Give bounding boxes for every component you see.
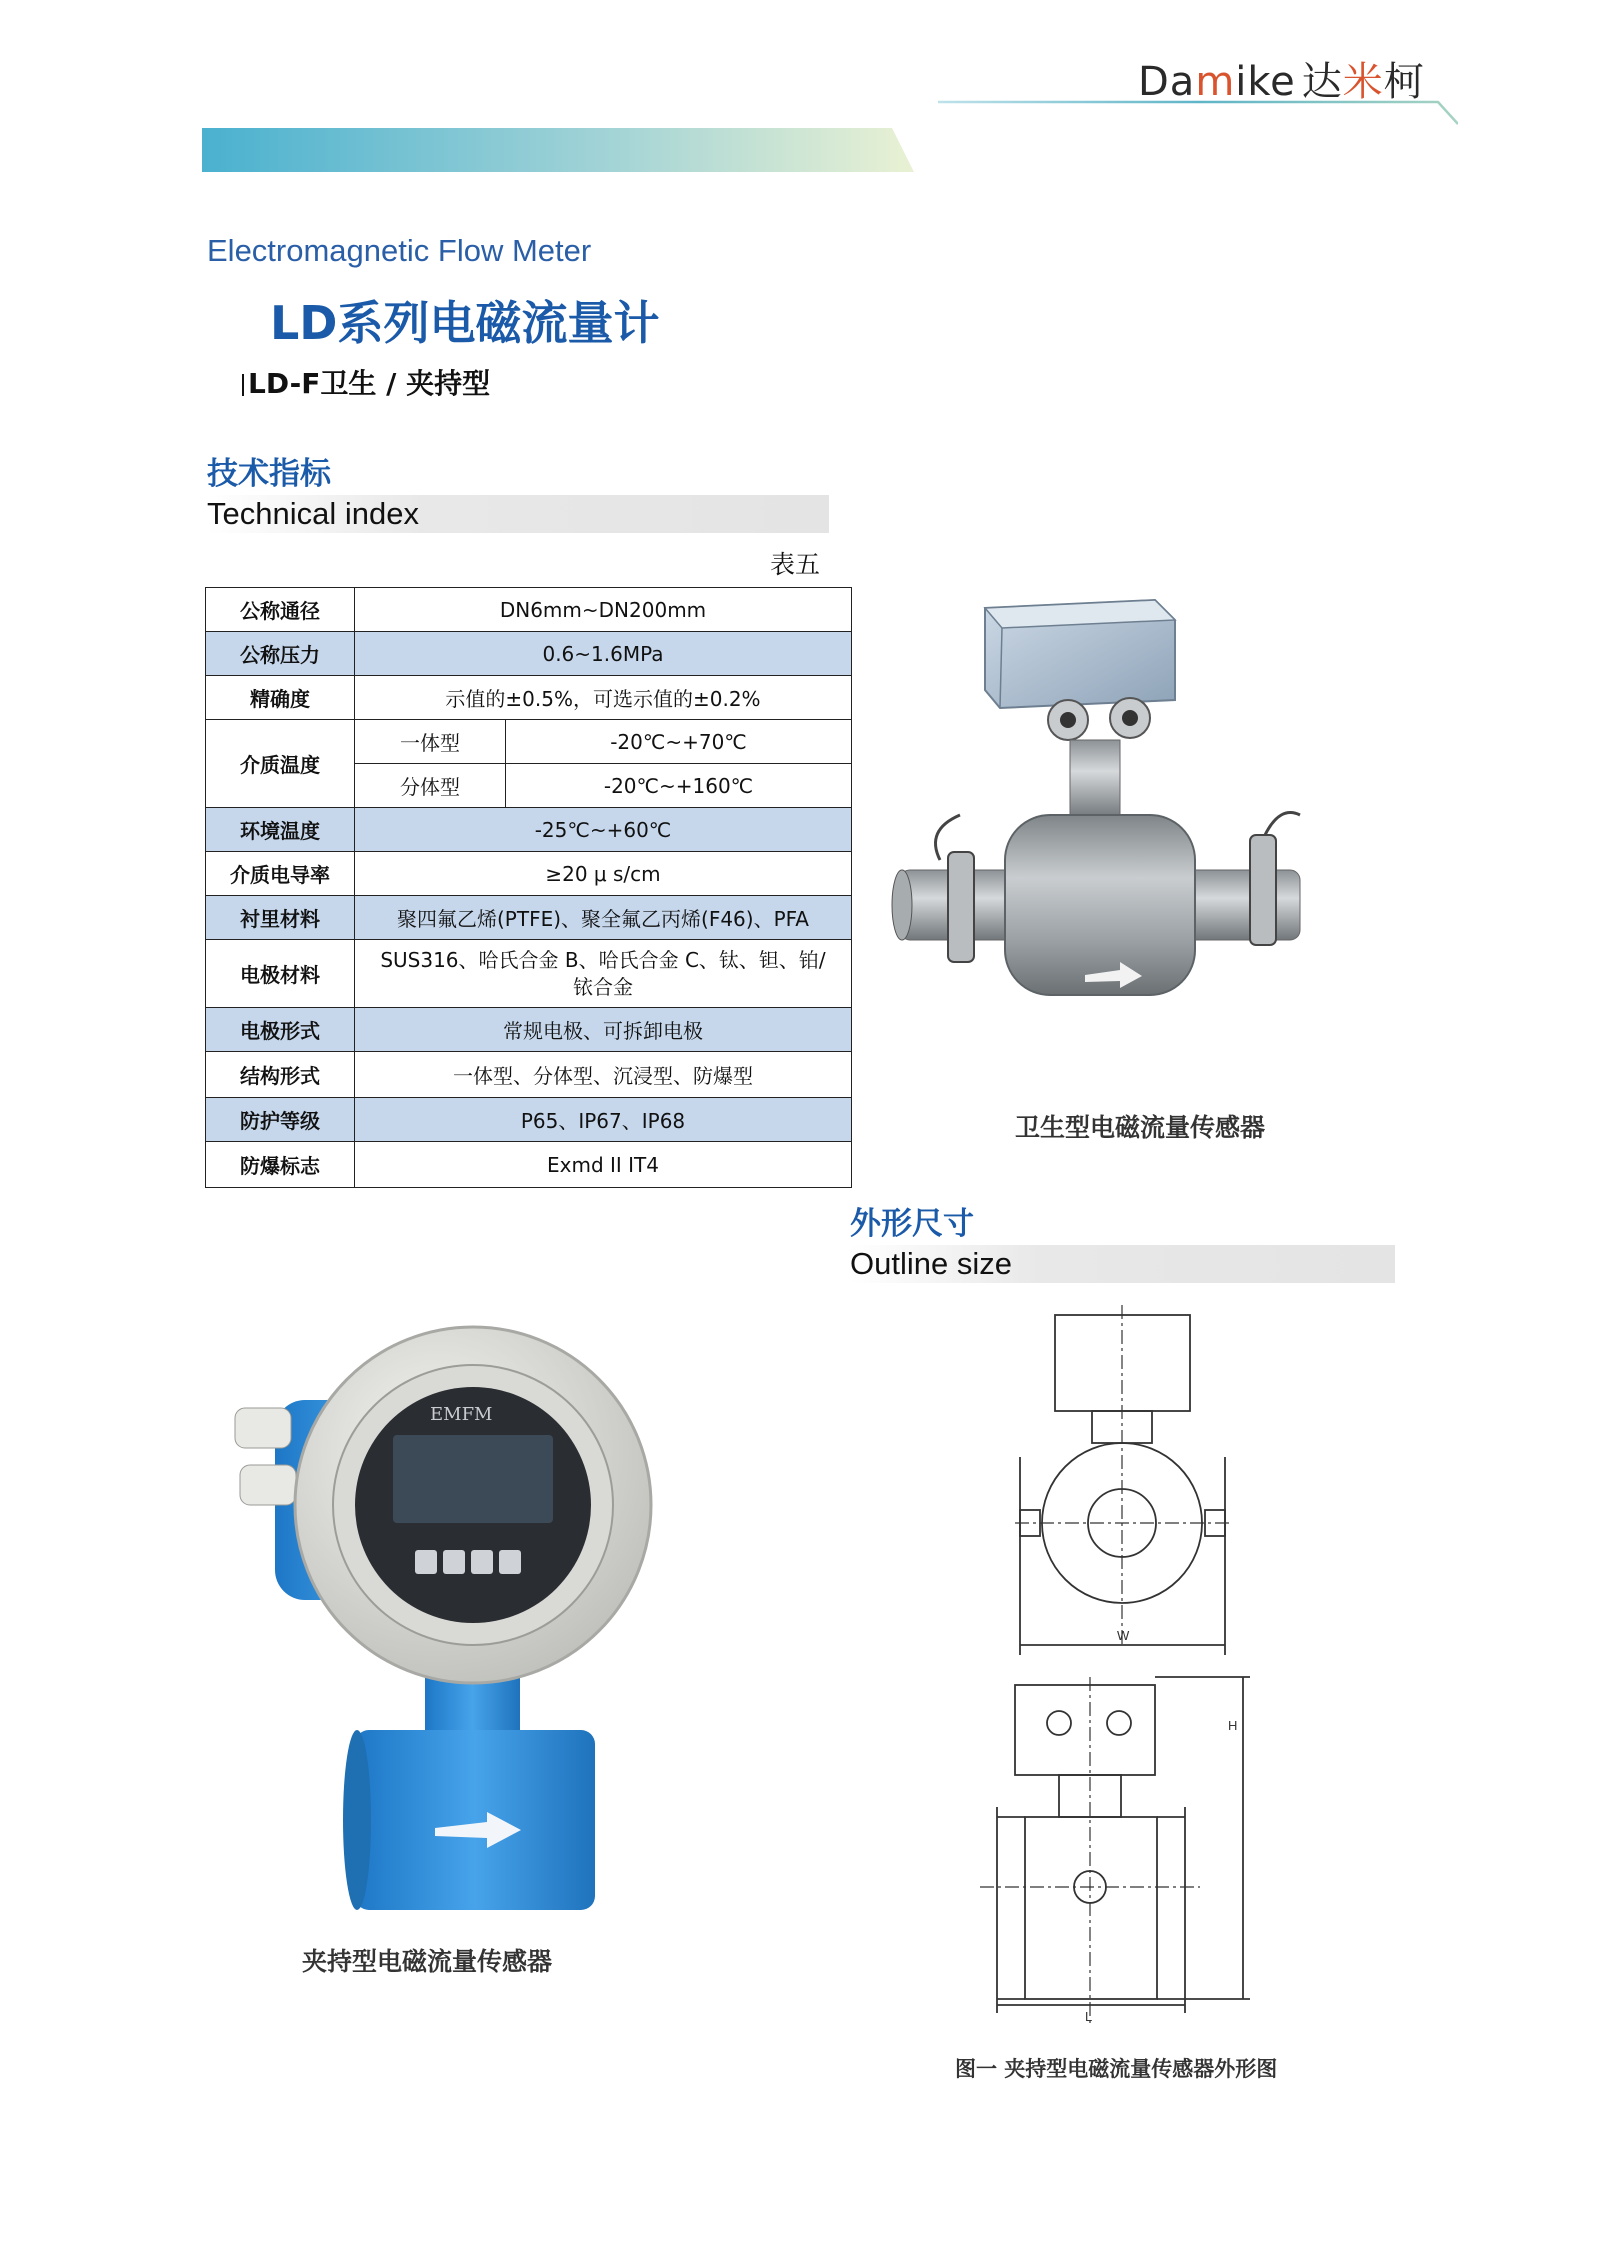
table-row [206, 676, 852, 720]
dim-label-h: H [1228, 1718, 1238, 1733]
logo-cn-2: 米 [1342, 59, 1384, 105]
tech-section-bar [207, 495, 829, 533]
spec-value: ≥20 μ s/cm [355, 852, 852, 896]
header-banner [202, 128, 914, 172]
sanitary-sensor-caption: 卫生型电磁流量传感器 [1015, 1113, 1266, 1142]
subtitle-text: LD-F卫生 / 夹持型 [248, 367, 491, 400]
outline-section-bar [850, 1245, 1395, 1283]
table-row [206, 896, 852, 940]
spec-key: 结构形式 [206, 1052, 355, 1098]
subtitle-bar [242, 374, 244, 396]
display-brand: EMFM [430, 1404, 493, 1425]
table-row [206, 588, 852, 632]
outline-section-title-cn: 外形尺寸 [850, 1206, 974, 1242]
clamp-sensor-image [225, 1290, 695, 1930]
spec-value: 示值的±0.5%，可选示值的±0.2% [355, 676, 852, 720]
spec-value: Exmd II IT4 [355, 1142, 852, 1188]
spec-value: 0.6~1.6MPa [355, 632, 852, 676]
table-row [206, 808, 852, 852]
spec-key: 介质电导率 [206, 852, 355, 896]
spec-key: 衬里材料 [206, 896, 355, 940]
table-row [206, 720, 852, 764]
spec-value: P65、IP67、IP68 [355, 1098, 852, 1142]
table-row [206, 1052, 852, 1098]
table-label: 表五 [770, 550, 821, 579]
title-english: Electromagnetic Flow Meter [207, 233, 592, 268]
spec-key: 介质温度 [206, 720, 355, 808]
logo-en-post: ike [1235, 59, 1296, 105]
spec-value [355, 940, 852, 1008]
sanitary-sensor-image [880, 590, 1380, 1090]
table-row [206, 632, 852, 676]
spec-sub-label: 分体型 [355, 764, 506, 808]
clamp-sensor-caption: 夹持型电磁流量传感器 [302, 1947, 553, 1976]
spec-key: 防爆标志 [206, 1142, 355, 1188]
spec-value: 聚四氟乙烯(PTFE)、聚全氟乙丙烯(F46)、PFA [355, 896, 852, 940]
spec-sub-label: 一体型 [355, 720, 506, 764]
tech-section-title-cn: 技术指标 [207, 456, 331, 492]
table-row [206, 1008, 852, 1052]
dim-label-w: W [1117, 1628, 1130, 1643]
logo-en-i: m [1195, 59, 1236, 105]
logo-cn-3: 柯 [1383, 59, 1425, 105]
spec-value: 常规电极、可拆卸电极 [355, 1008, 852, 1052]
logo-cn-1: 达 [1301, 59, 1343, 105]
spec-key: 电极材料 [206, 940, 355, 1008]
table-row [206, 1142, 852, 1188]
spec-table [205, 587, 852, 1188]
spec-value-line2: 铱合金 [573, 974, 633, 999]
header-decor-line [938, 96, 1458, 156]
spec-key: 公称通径 [206, 588, 355, 632]
dim-label-l: L [1085, 2009, 1093, 2024]
spec-key: 公称压力 [206, 632, 355, 676]
spec-value-line1: SUS316、哈氏合金 B、哈氏合金 C、钛、钽、铂/ [380, 947, 826, 972]
outline-drawing-caption: 图一 夹持型电磁流量传感器外形图 [955, 2057, 1278, 2081]
spec-key: 精确度 [206, 676, 355, 720]
spec-key: 环境温度 [206, 808, 355, 852]
table-row [206, 1098, 852, 1142]
spec-value: -25℃~+60℃ [355, 808, 852, 852]
spec-value: DN6mm~DN200mm [355, 588, 852, 632]
spec-key: 电极形式 [206, 1008, 355, 1052]
subtitle [242, 362, 490, 402]
spec-value: -20℃~+160℃ [506, 764, 852, 808]
outline-section-title-en: Outline size [850, 1246, 1012, 1281]
spec-key: 防护等级 [206, 1098, 355, 1142]
logo-en-pre: Da [1138, 59, 1196, 105]
table-row [206, 852, 852, 896]
table-row [206, 940, 852, 1008]
spec-value: 一体型、分体型、沉浸型、防爆型 [355, 1052, 852, 1098]
tech-section-title-en: Technical index [207, 496, 419, 531]
spec-value: -20℃~+70℃ [506, 720, 852, 764]
outline-drawing [975, 1305, 1275, 2025]
title-chinese: LD系列电磁流量计 [270, 296, 660, 350]
